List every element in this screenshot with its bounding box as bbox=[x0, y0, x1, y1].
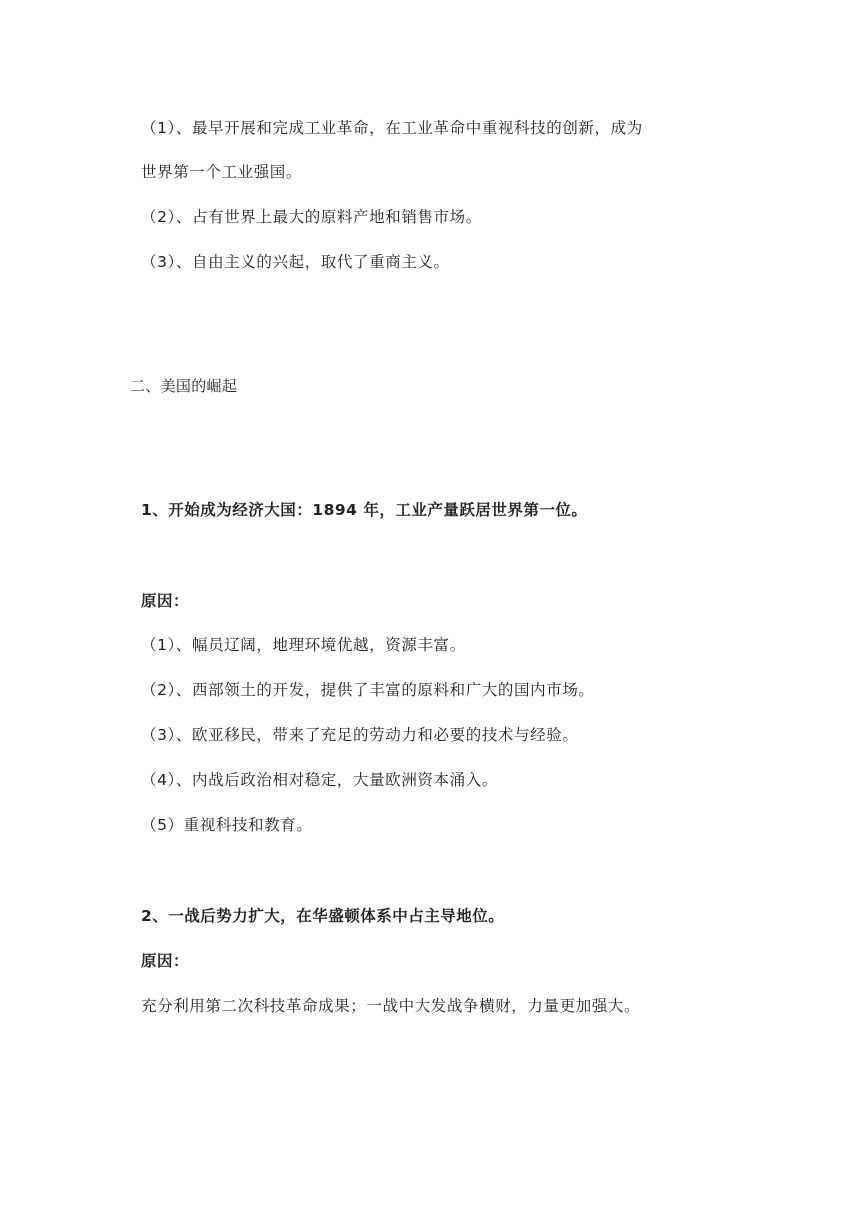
intro-point-3: （3）、自由主义的兴起，取代了重商主义。 bbox=[141, 253, 450, 271]
section-heading: 二、美国的崛起 bbox=[130, 377, 238, 395]
part1-title: 1、开始成为经济大国：1894 年，工业产量跃居世界第一位。 bbox=[141, 501, 588, 519]
intro-point-1-continued: 世界第一个工业强国。 bbox=[141, 163, 303, 181]
part1-reason-1: （1）、幅员辽阔，地理环境优越，资源丰富。 bbox=[141, 636, 466, 654]
intro-point-2: （2）、占有世界上最大的原料产地和销售市场。 bbox=[141, 208, 482, 226]
part1-reason-4: （4）、内战后政治相对稳定，大量欧洲资本涌入。 bbox=[141, 771, 498, 789]
part1-reason-5: （5）重视科技和教育。 bbox=[141, 816, 313, 834]
part1-reason-3: （3）、欧亚移民，带来了充足的劳动力和必要的技术与经验。 bbox=[141, 726, 579, 744]
part2-title: 2、一战后势力扩大，在华盛顿体系中占主导地位。 bbox=[141, 907, 505, 925]
part2-reason-text: 充分利用第二次科技革命成果；一战中大发战争横财，力量更加强大。 bbox=[141, 997, 641, 1015]
part2-reasons-label: 原因： bbox=[141, 952, 190, 970]
intro-point-1: （1）、最早开展和完成工业革命，在工业革命中重视科技的创新，成为 bbox=[141, 119, 643, 137]
part1-reason-2: （2）、西部领土的开发，提供了丰富的原料和广大的国内市场。 bbox=[141, 681, 595, 699]
part1-reasons-label: 原因： bbox=[141, 592, 190, 610]
